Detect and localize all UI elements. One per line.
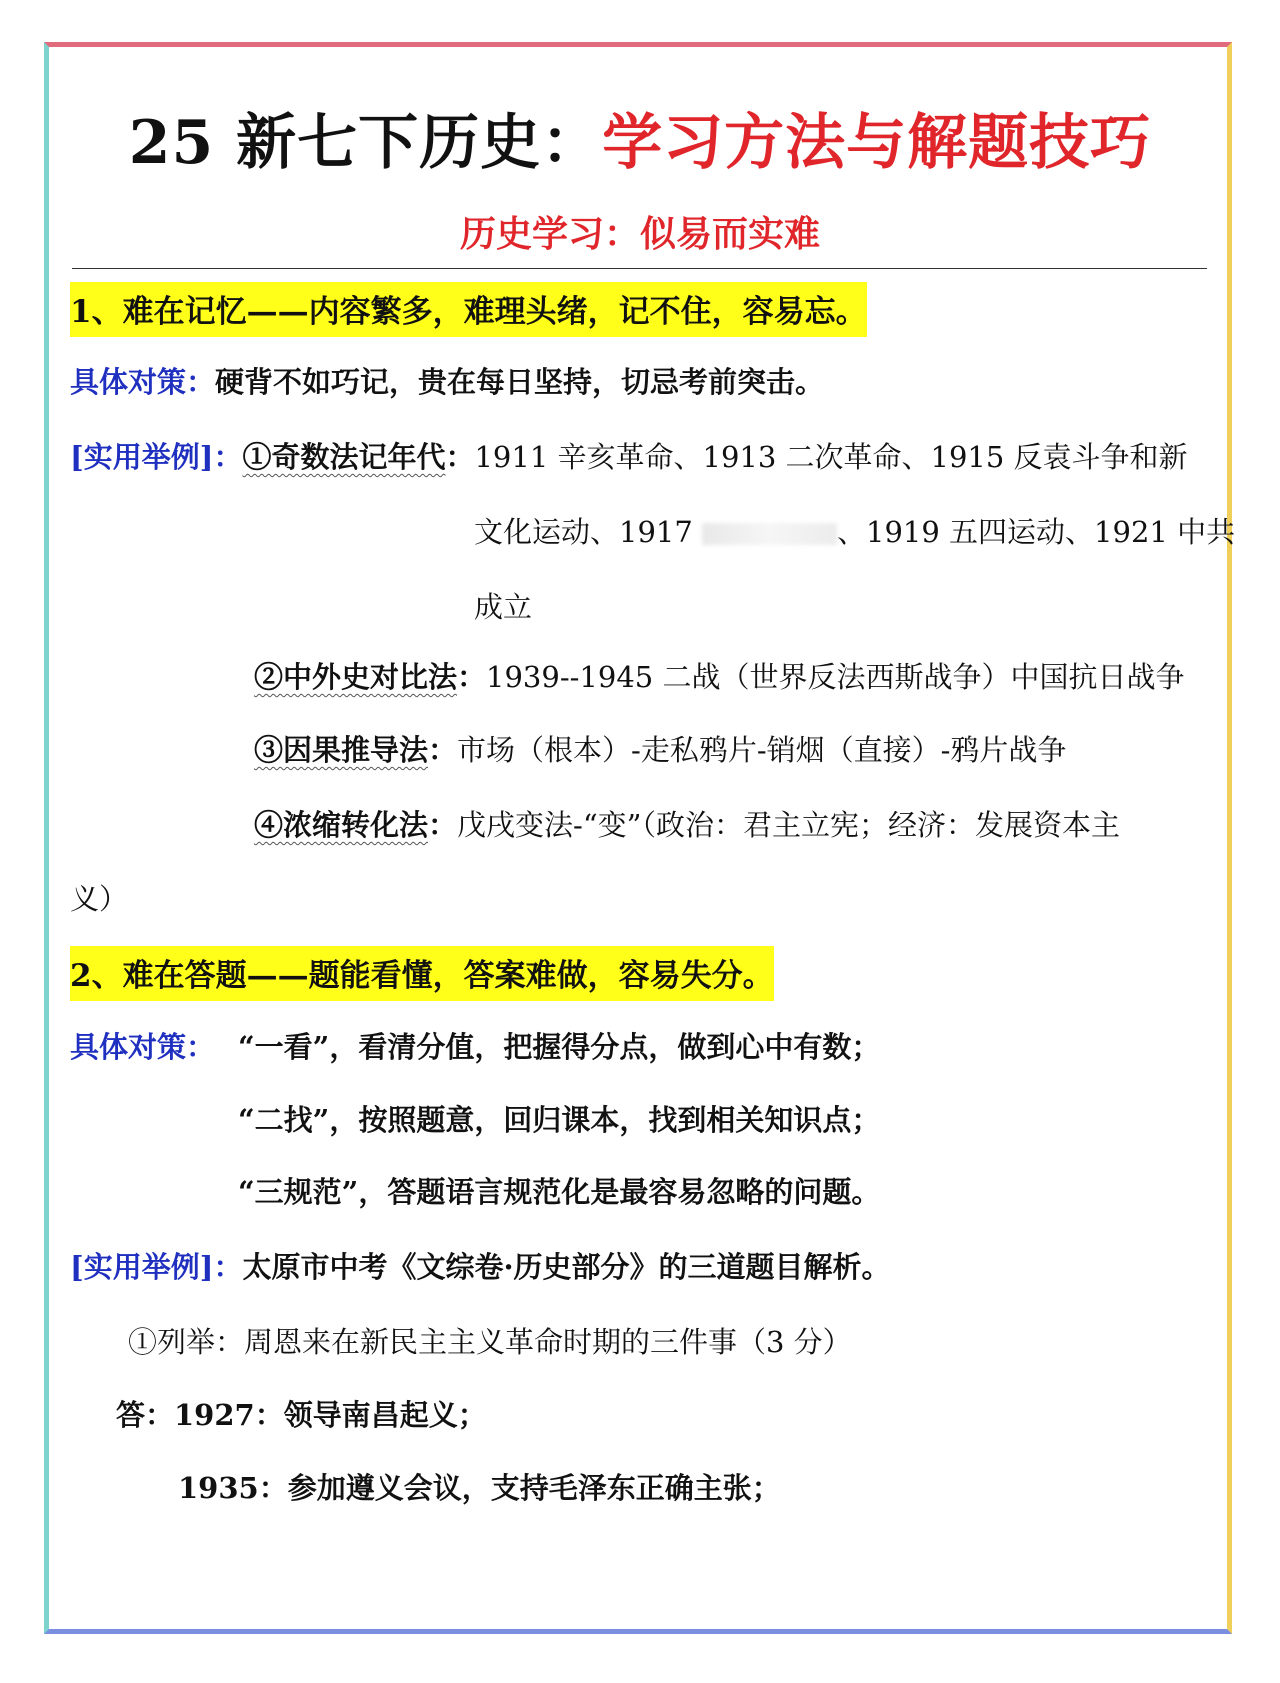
- method3-text: 市场（根本）-走私鸦片-销烟（直接）-鸦片战争: [457, 733, 1067, 767]
- title-prefix: 25 新七下历史：: [128, 108, 603, 178]
- method4-label: ④浓缩转化法: [254, 808, 429, 842]
- strategy-label: 具体对策：: [70, 1030, 216, 1064]
- example-text: 太原市中考《文综卷·历史部分》的三道题目解析。: [242, 1250, 891, 1284]
- section1-example-row: [70, 435, 1188, 476]
- method1-line3: 成立: [474, 590, 533, 624]
- method2-text: 1939--1945 二战（世界反法西斯战争）中国抗日战争: [486, 660, 1185, 694]
- divider: [72, 268, 1207, 269]
- method1-text-line1: 1911 辛亥革命、1913 二次革命、1915 反袁斗争和新: [474, 440, 1188, 474]
- method1-text-line2b: 、1919 五四运动、1921 中共: [837, 515, 1236, 549]
- strategy-text: 硬背不如巧记，贵在每日坚持，切忌考前突击。: [215, 365, 825, 399]
- section2-example-row: [70, 1245, 891, 1286]
- method2-colon: ：: [457, 660, 487, 694]
- section1-strategy: [70, 360, 824, 401]
- section2-strategy-row: [70, 1025, 215, 1066]
- strategy-item-3: “三规范”，答题语言规范化是最容易忽略的问题。: [238, 1175, 881, 1209]
- method1-text-line2a: 文化运动、1917: [474, 515, 703, 549]
- method4-line2: 义）: [70, 882, 129, 916]
- example-label: [实用举例]：: [70, 1250, 243, 1284]
- method2-label: ②中外史对比法: [254, 660, 458, 694]
- method1-line2: [474, 510, 1235, 551]
- section2-heading: 2、难在答题——题能看懂，答案难做，容易失分。: [70, 946, 774, 1001]
- section1-heading: 1、难在记忆——内容繁多，难理头绪，记不住，容易忘。: [70, 282, 867, 337]
- answer-line-2: 1935：参加遵义会议，支持毛泽东正确主张；: [178, 1471, 781, 1505]
- strategy-label: 具体对策：: [70, 365, 216, 399]
- page-subtitle: 历史学习：似易而实难: [459, 213, 820, 255]
- question-1: ①列举：周恩来在新民主主义革命时期的三件事（3 分）: [128, 1325, 852, 1359]
- method2-row: [254, 655, 1184, 696]
- title-highlight: 学习方法与解题技巧: [602, 108, 1152, 178]
- page-title: [0, 95, 1280, 181]
- method4-colon: ：: [428, 808, 458, 842]
- example-label: [实用举例]：: [70, 440, 243, 474]
- method4-text-line1: 戊戌变法-“变”（政治：君主立宪；经济：发展资本主: [457, 808, 1120, 842]
- method1-label: ①奇数法记年代: [242, 440, 446, 474]
- method1-colon: ：: [445, 440, 475, 474]
- strategy-item-1: “一看”，看清分值，把握得分点，做到心中有数；: [238, 1030, 881, 1064]
- answer-line-1: 答：1927：领导南昌起义；: [116, 1398, 487, 1432]
- blurred-redaction: [702, 523, 837, 545]
- method4-row: [254, 803, 1120, 844]
- method3-colon: ：: [428, 733, 458, 767]
- method3-label: ③因果推导法: [254, 733, 429, 767]
- strategy-item-2: “二找”，按照题意，回归课本，找到相关知识点；: [238, 1103, 881, 1137]
- method3-row: [254, 728, 1066, 769]
